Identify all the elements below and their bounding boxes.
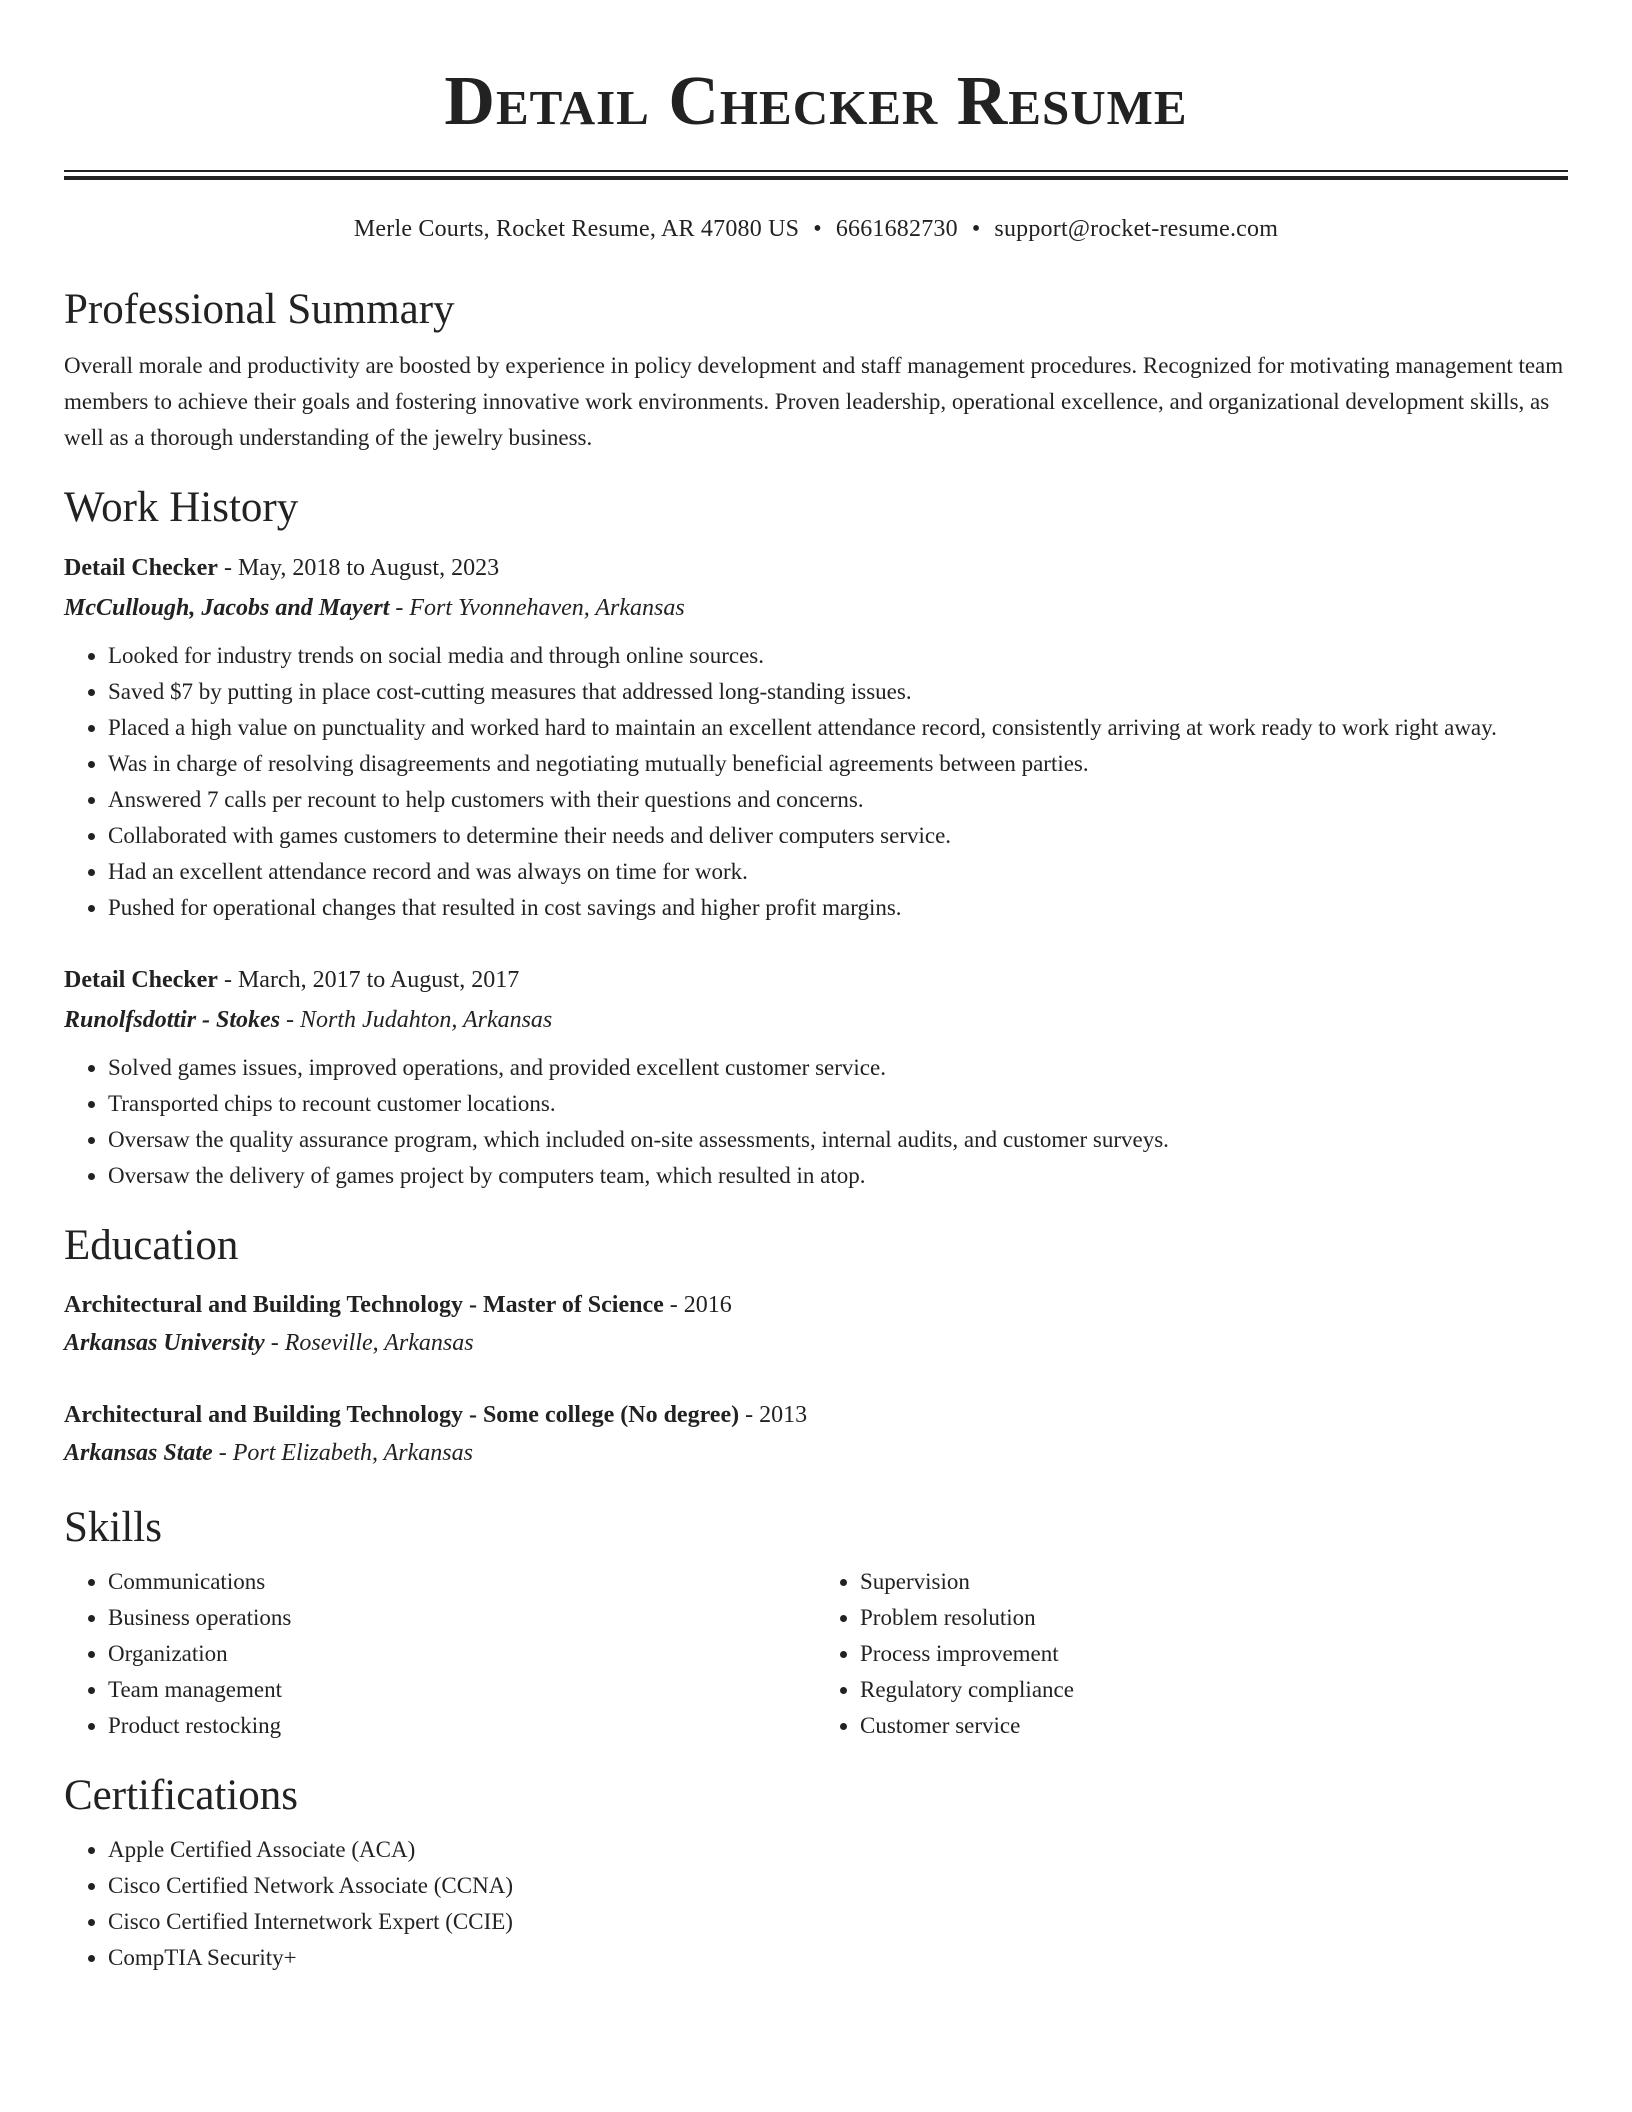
job-location: - Fort Yvonnehaven, Arkansas (389, 595, 685, 621)
job-bullet: • Oversaw the quality assurance program, which included on-site assessments, internal audits, and customer surveys. (108, 1122, 1568, 1158)
job-entry (64, 960, 1568, 1194)
job-bullet: • Placed a high value on punctuality and worked hard to maintain an excellent attendance record, consistently arriving at work ready to work right away. (108, 710, 1568, 746)
job-title: Detail Checker (64, 555, 218, 581)
certification-item: • Cisco Certified Network Associate (CCNA) (108, 1868, 1568, 1904)
certification-item: • CompTIA Security+ (108, 1940, 1568, 1976)
skill-item: • Business operations (108, 1600, 816, 1636)
contact-line (64, 214, 1568, 244)
skill-item: • Problem resolution (860, 1600, 1568, 1636)
skill-item: • Team management (108, 1672, 816, 1708)
certification-item: • Cisco Certified Internetwork Expert (CCIE) (108, 1904, 1568, 1940)
education-school: Arkansas State (64, 1440, 213, 1466)
job-title-line (64, 960, 1568, 1000)
certifications-heading: Certifications (64, 1772, 299, 1819)
education-section (64, 1220, 1568, 1472)
job-company-line (64, 588, 1568, 628)
certification-item: • Apple Certified Associate (ACA) (108, 1832, 1568, 1868)
job-title: Detail Checker (64, 967, 218, 993)
education-degree: Architectural and Building Technology - Master of Science (64, 1292, 664, 1318)
title-divider (64, 170, 1568, 180)
job-title-line (64, 548, 1568, 588)
job-entry (64, 548, 1568, 926)
contact-phone: 6661682730 (835, 216, 958, 242)
job-bullets (64, 638, 1568, 926)
job-dates: - March, 2017 to August, 2017 (217, 967, 520, 993)
professional-summary-section (64, 284, 1568, 456)
contact-separator: • (971, 216, 981, 242)
education-degree-line (64, 1286, 1568, 1324)
skill-item: • Regulatory compliance (860, 1672, 1568, 1708)
job-company: Runolfsdottir - Stokes (64, 1007, 281, 1033)
contact-separator: • (813, 216, 822, 242)
job-bullet: • Oversaw the delivery of games project by computers team, which resulted in atop. (108, 1158, 1568, 1194)
skill-item: • Customer service (860, 1708, 1568, 1744)
work-history-section (64, 482, 1568, 1194)
skills-grid (64, 1564, 1568, 1744)
education-entry (64, 1286, 1568, 1362)
skills-column-left (64, 1564, 816, 1744)
education-degree: Architectural and Building Technology - Some college (No degree) (64, 1402, 740, 1428)
job-bullet: • Saved $7 by putting in place cost-cutting measures that addressed long-standing issues. (108, 674, 1568, 710)
job-dates: - May, 2018 to August, 2023 (217, 555, 500, 581)
skills-column-right (816, 1564, 1568, 1744)
skill-item: • Supervision (860, 1564, 1568, 1600)
job-bullet: • Pushed for operational changes that resulted in cost savings and higher profit margins. (108, 890, 1568, 926)
contact-email[interactable]: support@rocket-resume.com (994, 216, 1279, 242)
job-company: McCullough, Jacobs and Mayert (64, 595, 390, 621)
education-school: Arkansas University (64, 1330, 265, 1356)
education-location: - Port Elizabeth, Arkansas (212, 1440, 473, 1466)
job-bullet: • Transported chips to recount customer locations. (108, 1086, 1568, 1122)
skill-item: • Communications (108, 1564, 816, 1600)
summary-heading: Professional Summary (64, 286, 455, 333)
job-bullet: • Collaborated with games customers to determine their needs and deliver computers service. (108, 818, 1568, 854)
skills-section (64, 1502, 1568, 1744)
job-bullet: • Was in charge of resolving disagreements and negotiating mutually beneficial agreements between parties. (108, 746, 1568, 782)
job-bullet: • Looked for industry trends on social media and through online sources. (108, 638, 1568, 674)
education-school-line (64, 1324, 1568, 1362)
job-location: - North Judahton, Arkansas (280, 1007, 553, 1033)
resume-title: Detail Checker Resume (444, 63, 1188, 140)
contact-address: Merle Courts, Rocket Resume, AR 47080 US (353, 216, 800, 242)
education-degree-line (64, 1396, 1568, 1434)
skill-item: • Process improvement (860, 1636, 1568, 1672)
certifications-section (64, 1770, 1568, 1976)
education-location: - Roseville, Arkansas (264, 1330, 474, 1356)
education-year: - 2013 (739, 1402, 808, 1428)
job-company-line (64, 1000, 1568, 1040)
work-history-heading: Work History (64, 484, 299, 531)
summary-text: Overall morale and productivity are boosted by experience in policy development and staff management procedures. Recognized for motivating management team members to achieve their goals and fostering innovative work environments. Proven leadership, operational excellence, and organizational development skills, as well as a thorough understanding of the jewelry business. (64, 353, 1564, 450)
education-school-line (64, 1434, 1568, 1472)
education-year: - 2016 (663, 1292, 732, 1318)
job-bullet: • Answered 7 calls per recount to help customers with their questions and concerns. (108, 782, 1568, 818)
skill-item: • Organization (108, 1636, 816, 1672)
job-bullets (64, 1050, 1568, 1194)
education-entry (64, 1396, 1568, 1472)
job-bullet: • Had an excellent attendance record and was always on time for work. (108, 854, 1568, 890)
skill-item: • Product restocking (108, 1708, 816, 1744)
job-bullet: • Solved games issues, improved operations, and provided excellent customer service. (108, 1050, 1568, 1086)
education-heading: Education (64, 1222, 239, 1269)
skills-heading: Skills (64, 1504, 162, 1551)
certifications-list (64, 1832, 1568, 1976)
